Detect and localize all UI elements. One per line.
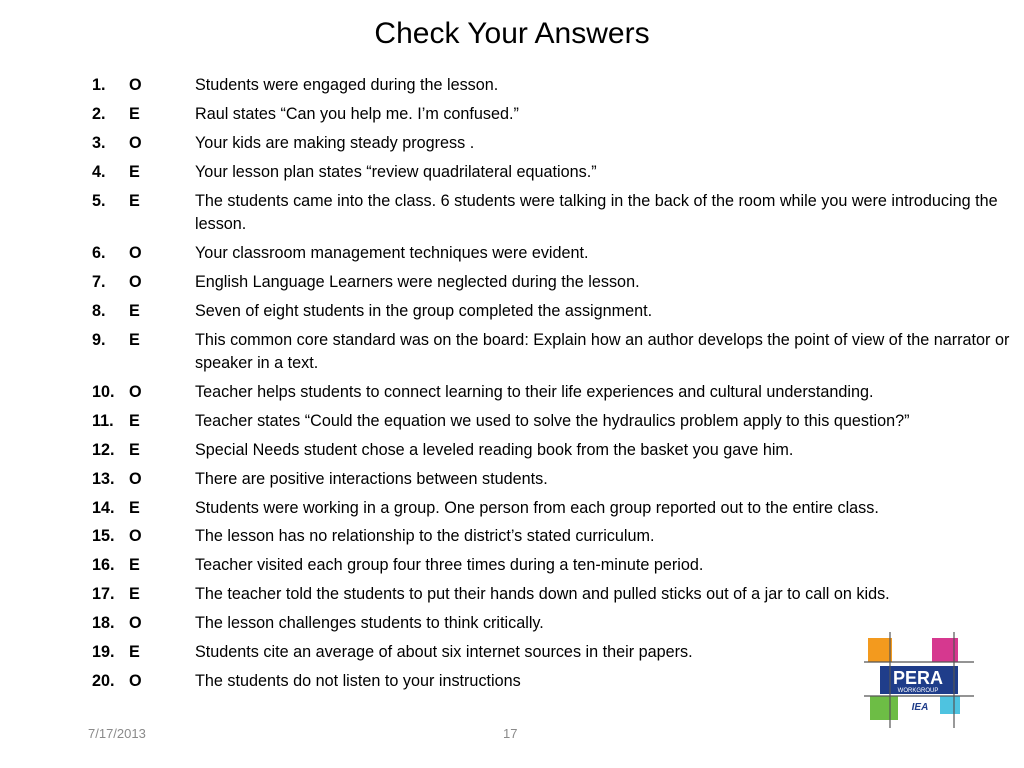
logo-badge-text: IEA	[911, 702, 929, 713]
answer-code: O	[129, 527, 142, 546]
answer-code: E	[129, 191, 140, 210]
answer-number: 6.	[92, 243, 106, 262]
answer-code: O	[129, 76, 142, 94]
answer-statement: Students were working in a group. One person from each group reported out to the entire class.	[195, 498, 879, 517]
answer-row	[92, 271, 1018, 295]
answer-number: 3.	[92, 133, 106, 152]
answer-number: 13.	[92, 469, 115, 488]
answer-statement: Your kids are making steady progress .	[195, 133, 475, 152]
answer-number: 2.	[92, 104, 106, 123]
answer-row	[92, 554, 1018, 578]
answer-code: O	[129, 671, 142, 690]
answer-statement: Students were engaged during the lesson.	[195, 76, 499, 94]
footer-date: 7/17/2013	[88, 726, 146, 741]
answer-statement: Teacher visited each group four three times during a ten-minute period.	[195, 556, 704, 575]
answer-statement: Teacher states “Could the equation we used to solve the hydraulics problem apply to this question?”	[195, 411, 910, 430]
answer-code: E	[129, 301, 140, 320]
answer-row	[92, 103, 1018, 127]
answer-number: 17.	[92, 585, 115, 604]
answer-code: O	[129, 243, 142, 262]
answer-code: O	[129, 272, 142, 291]
answer-code: E	[129, 104, 140, 123]
answer-code: E	[129, 498, 140, 517]
answer-number: 16.	[92, 556, 115, 575]
logo-green-block	[870, 696, 898, 720]
answer-number: 20.	[92, 671, 115, 690]
answer-number: 8.	[92, 301, 106, 320]
logo-sub-text: WORKGROUP	[897, 688, 939, 694]
answer-row	[92, 161, 1018, 185]
answer-statement: The students do not listen to your instructions	[195, 671, 521, 690]
answer-statement: Special Needs student chose a leveled reading book from the basket you gave him.	[195, 440, 794, 459]
answer-statement: Raul states “Can you help me. I’m confused.”	[195, 104, 519, 123]
answer-statement: Your classroom management techniques were evident.	[195, 243, 589, 262]
logo-orange-block	[868, 638, 892, 662]
answer-row	[92, 132, 1018, 156]
answer-number: 4.	[92, 162, 106, 181]
answer-number: 9.	[92, 330, 106, 349]
answer-row	[92, 583, 1018, 607]
answer-number: 19.	[92, 643, 115, 662]
answer-statement: The lesson has no relationship to the district’s stated curriculum.	[195, 527, 655, 546]
logo-cyan-block	[940, 696, 960, 714]
answer-statement: Your lesson plan states “review quadrilateral equations.”	[195, 162, 597, 181]
answer-row	[92, 329, 1018, 376]
answer-statement: English Language Learners were neglected during the lesson.	[195, 272, 640, 291]
answer-code: E	[129, 585, 140, 604]
answer-code: O	[129, 614, 142, 633]
answer-code: E	[129, 643, 140, 662]
answer-row	[92, 242, 1018, 266]
answer-row	[92, 300, 1018, 324]
answer-statement: Teacher helps students to connect learning to their life experiences and cultural understanding.	[195, 383, 874, 402]
answer-statement: There are positive interactions between students.	[195, 469, 548, 488]
pera-workgroup-logo	[864, 632, 974, 728]
answer-list	[92, 74, 1018, 699]
answer-number: 12.	[92, 440, 115, 459]
answer-row	[92, 497, 1018, 521]
answer-number: 10.	[92, 383, 115, 402]
answer-row	[92, 381, 1018, 405]
answer-code: E	[129, 556, 140, 575]
answer-row	[92, 190, 1018, 237]
answer-number: 14.	[92, 498, 115, 517]
answer-number: 5.	[92, 191, 106, 210]
answer-row	[92, 525, 1018, 549]
answer-statement: The teacher told the students to put their hands down and pulled sticks out of a jar to call on kids.	[195, 585, 890, 604]
answer-code: E	[129, 440, 140, 459]
answer-statement: The students came into the class. 6 students were talking in the back of the room while you were introducing the lesson.	[195, 191, 998, 234]
page-number: 17	[503, 726, 518, 741]
answer-code: E	[129, 330, 140, 349]
answer-statement: Seven of eight students in the group completed the assignment.	[195, 301, 653, 320]
answer-number: 18.	[92, 614, 115, 633]
answer-row	[92, 74, 1018, 98]
answer-row	[92, 468, 1018, 492]
answer-row	[92, 439, 1018, 463]
answer-number: 1.	[92, 76, 106, 94]
answer-code: O	[129, 383, 142, 402]
answer-number: 11.	[92, 411, 114, 430]
answer-row	[92, 410, 1018, 434]
answer-code: E	[129, 162, 140, 181]
answer-number: 7.	[92, 272, 106, 291]
answer-statement: This common core standard was on the board: Explain how an author develops the point of view of the narrator or speaker in a text.	[195, 330, 1010, 373]
logo-main-text: PERA	[892, 668, 944, 688]
answer-code: O	[129, 469, 142, 488]
slide-title: Check Your Answers	[374, 17, 650, 50]
answer-code: E	[129, 411, 140, 430]
answer-code: O	[129, 133, 142, 152]
answer-number: 15.	[92, 527, 115, 546]
answer-statement: The lesson challenges students to think critically.	[195, 614, 544, 633]
answer-statement: Students cite an average of about six internet sources in their papers.	[195, 643, 693, 662]
